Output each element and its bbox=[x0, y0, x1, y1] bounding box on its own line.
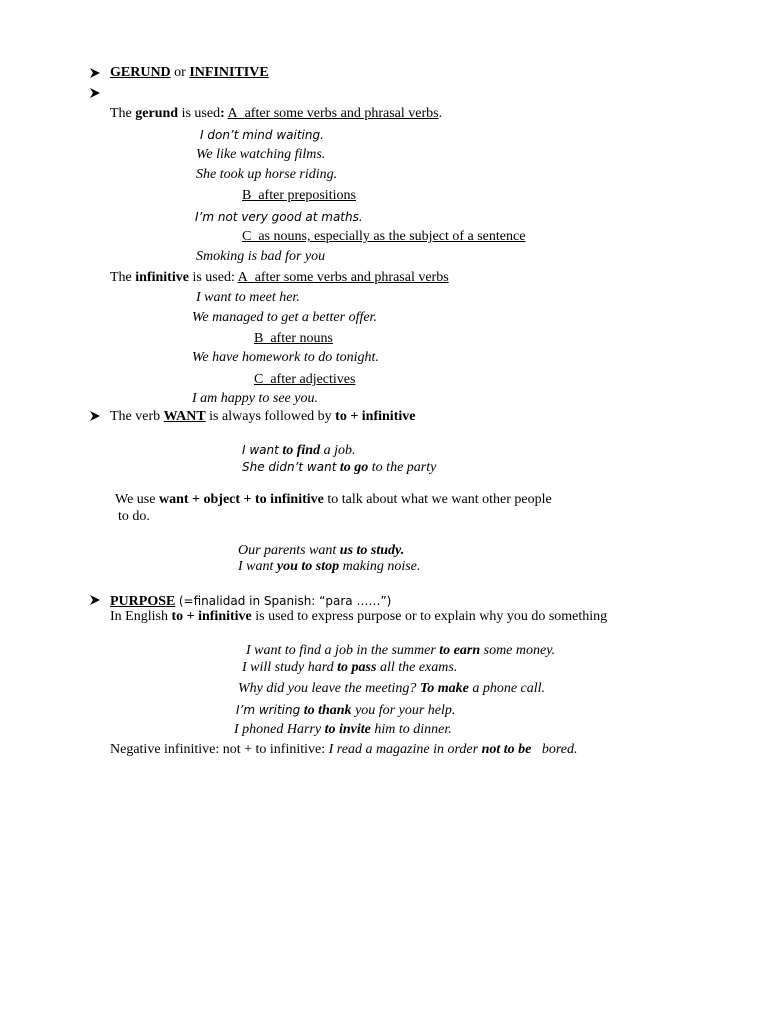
heading-gerund-or-infinitive bbox=[110, 65, 269, 81]
negative-infinitive-rule: Negative infinitive: not + to infinitive: I read a magazine in order not to be bored. bbox=[110, 742, 578, 757]
example-sentence: Our parents want us to study. bbox=[238, 543, 405, 558]
arrowhead-bullet-icon bbox=[89, 594, 101, 606]
example-sentence: I want to meet her. bbox=[196, 290, 300, 305]
example-sentence: We have homework to do tonight. bbox=[192, 350, 379, 365]
heading-infinitive: INFINITIVE bbox=[189, 65, 269, 80]
example-sentence: I want to find a job in the summer to earn some money. bbox=[246, 643, 556, 658]
example-sentence: I don’t mind waiting. bbox=[200, 128, 324, 142]
gerund-usage-c: C as nouns, especially as the subject of a sentence bbox=[242, 229, 526, 244]
infinitive-usage-b: B after nouns bbox=[254, 331, 333, 346]
gerund-usage-b: B after prepositions bbox=[242, 188, 356, 203]
example-sentence: I’m writing to thank you for your help. bbox=[236, 703, 456, 718]
want-object-rule: We use want + object + to infinitive to talk about what we want other people bbox=[115, 492, 552, 507]
example-sentence: She took up horse riding. bbox=[196, 167, 338, 182]
heading-gerund: GERUND bbox=[110, 65, 171, 80]
purpose-heading: PURPOSE (=finalidad in Spanish: “para ……”) bbox=[110, 594, 392, 609]
arrowhead-bullet-icon bbox=[89, 67, 101, 79]
purpose-rule: In English to + infinitive is used to express purpose or to explain why you do something bbox=[110, 609, 608, 624]
want-object-rule-cont: to do. bbox=[118, 509, 150, 524]
example-sentence: She didn’t want to go to the party bbox=[242, 460, 437, 475]
example-sentence: Why did you leave the meeting? To make a phone call. bbox=[238, 681, 546, 696]
example-sentence: I want you to stop making noise. bbox=[238, 559, 421, 574]
infinitive-usage-a: The infinitive is used: A after some verbs and phrasal verbs bbox=[110, 270, 449, 285]
example-sentence: I want to find a job. bbox=[242, 443, 356, 458]
heading-or: or bbox=[174, 65, 186, 80]
example-sentence: I will study hard to pass all the exams. bbox=[242, 660, 458, 675]
example-sentence: I phoned Harry to invite him to dinner. bbox=[234, 722, 452, 737]
example-sentence: We managed to get a better offer. bbox=[192, 310, 377, 325]
example-sentence: We like watching films. bbox=[196, 147, 326, 162]
arrowhead-bullet-icon bbox=[89, 410, 101, 422]
example-sentence: I am happy to see you. bbox=[192, 391, 318, 406]
infinitive-usage-c: C after adjectives bbox=[254, 372, 356, 387]
example-sentence: I’m not very good at maths. bbox=[195, 210, 363, 224]
gerund-usage-a: The gerund is used: A after some verbs and phrasal verbs. bbox=[110, 106, 443, 121]
example-sentence: Smoking is bad for you bbox=[196, 249, 326, 264]
want-rule: The verb WANT is always followed by to + infinitive bbox=[110, 409, 416, 424]
arrowhead-bullet-icon bbox=[89, 87, 101, 99]
